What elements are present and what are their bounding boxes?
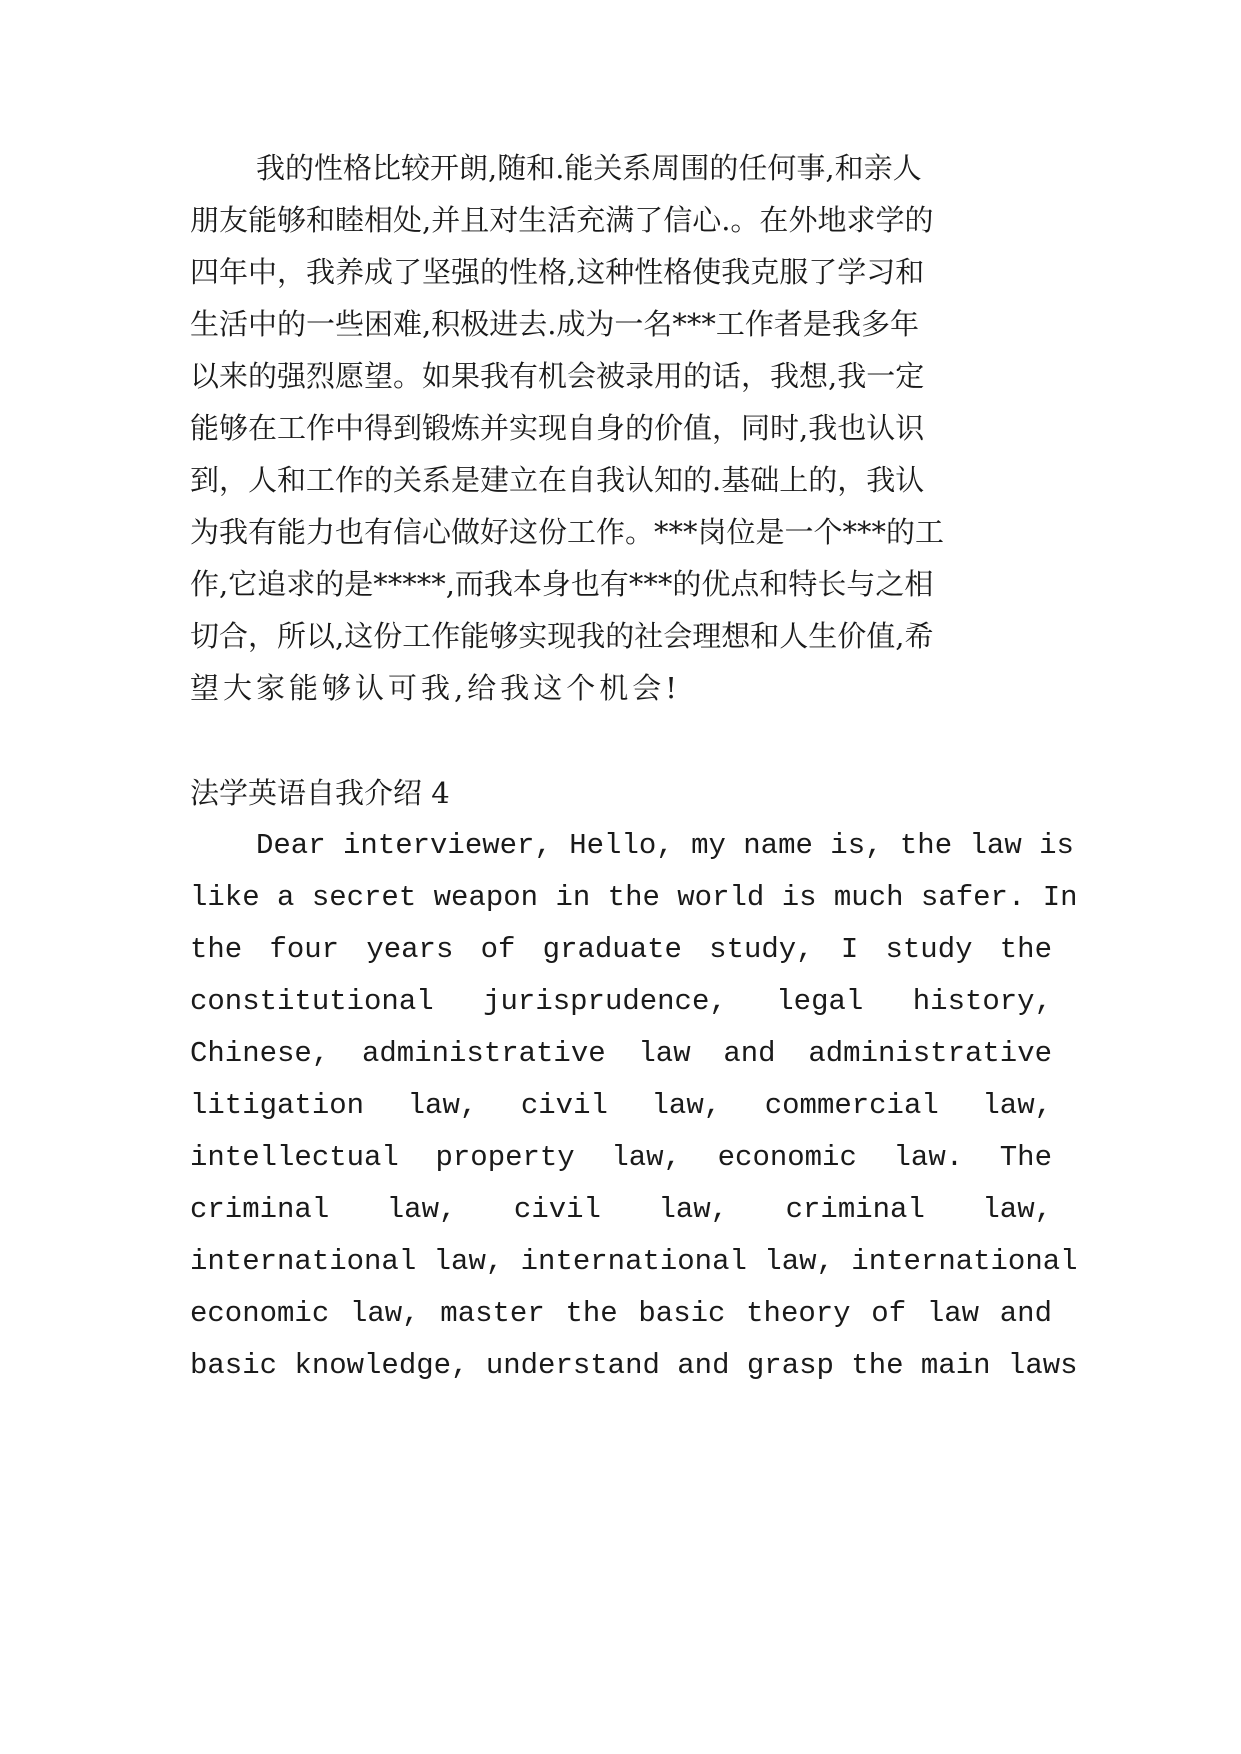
paragraph-line: 我的性格比较开朗,随和.能关系周围的任何事,和亲人 xyxy=(256,151,922,185)
paragraph-line: 为我有能力也有信心做好这份工作。***岗位是一个***的工 xyxy=(190,515,945,549)
paragraph-line: 朋友能够和睦相处,并且对生活充满了信心.。在外地求学的 xyxy=(190,203,934,237)
paragraph-line: litigation law, civil law, commercial law, xyxy=(190,1089,1052,1122)
paragraph-line: constitutional jurisprudence, legal history, xyxy=(190,985,1052,1018)
paragraph-line: 能够在工作中得到锻炼并实现自身的价值，同时,我也认识 xyxy=(190,411,925,445)
paragraph-line: 生活中的一些困难,积极进去.成为一名***工作者是我多年 xyxy=(190,307,919,341)
paragraph-line: 四年中，我养成了坚强的性格,这种性格使我克服了学习和 xyxy=(190,255,925,289)
paragraph-line: basic knowledge, understand and grasp the main laws xyxy=(190,1349,1078,1382)
paragraph-line: 望大家能够认可我,给我这个机会! xyxy=(190,671,681,705)
section-heading: 法学英语自我介绍 4 xyxy=(190,776,450,810)
paragraph-line: 到，人和工作的关系是建立在自我认知的.基础上的，我认 xyxy=(190,463,925,497)
paragraph-line: the four years of graduate study, I study the xyxy=(190,933,1052,966)
paragraph-line: 切合，所以,这份工作能够实现我的社会理想和人生价值,希 xyxy=(190,619,934,653)
paragraph-line: economic law, master the basic theory of law and xyxy=(190,1297,1052,1330)
paragraph-line: intellectual property law, economic law. The xyxy=(190,1141,1052,1174)
paragraph-line: international law, international law, international xyxy=(190,1245,1078,1278)
paragraph-line: Dear interviewer, Hello, my name is, the law is xyxy=(256,829,1074,862)
paragraph-line: Chinese, administrative law and administrative xyxy=(190,1037,1052,1070)
paragraph-line: like a secret weapon in the world is much safer. In xyxy=(190,881,1078,914)
paragraph-line: 以来的强烈愿望。如果我有机会被录用的话，我想,我一定 xyxy=(190,359,925,393)
paragraph-line: 作,它追求的是*****,而我本身也有***的优点和特长与之相 xyxy=(190,567,934,601)
paragraph-line: criminal law, civil law, criminal law, xyxy=(190,1193,1052,1226)
